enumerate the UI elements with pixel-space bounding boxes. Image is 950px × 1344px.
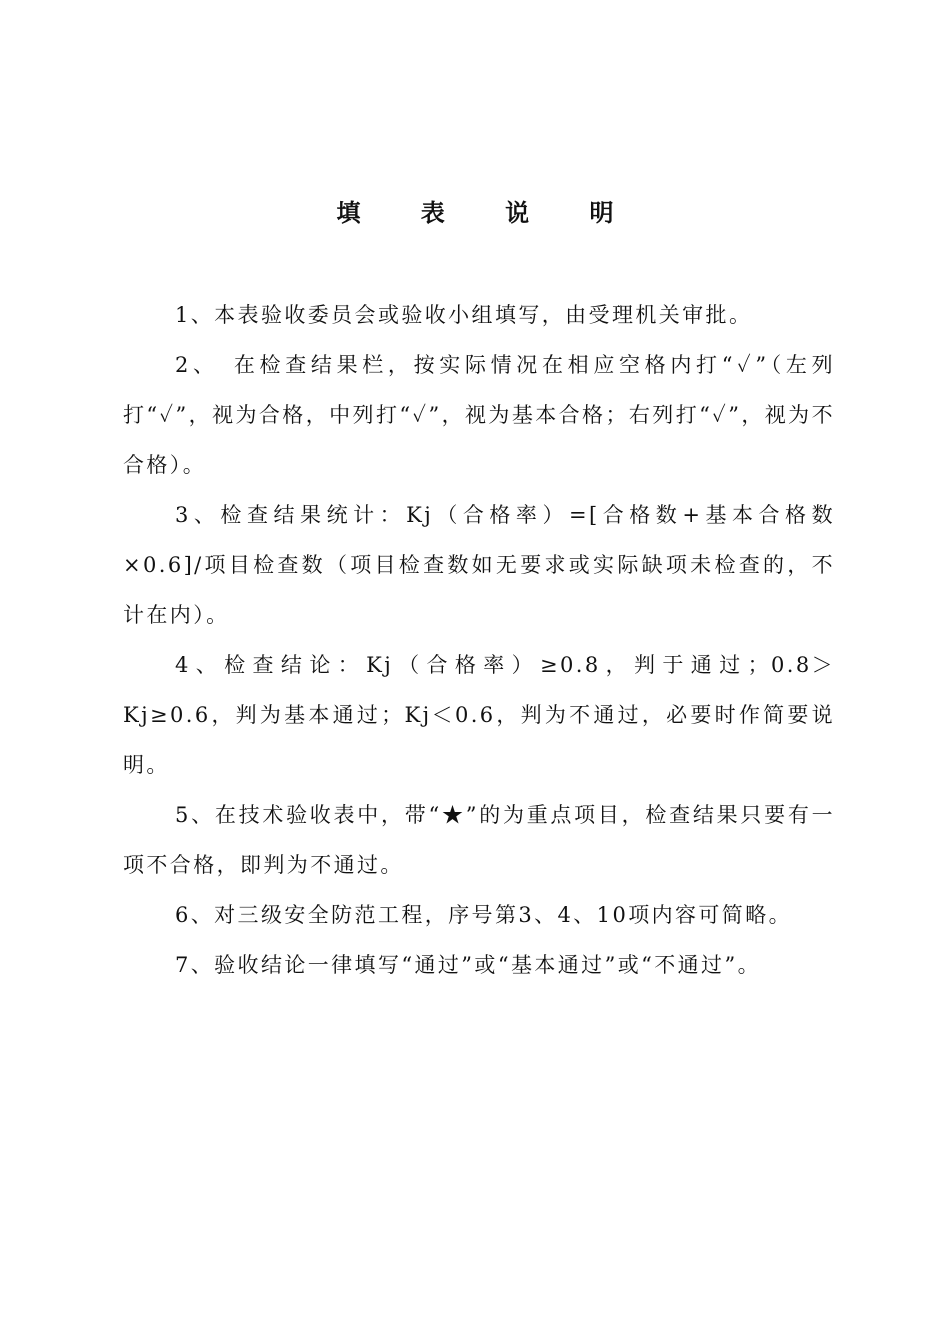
instruction-item-1: 1、本表验收委员会或验收小组填写，由受理机关审批。 <box>175 303 753 327</box>
document-title: 填 表 说 明 <box>336 199 640 227</box>
instruction-item-7: 7、验收结论一律填写“通过”或“基本通过”或“不通过”。 <box>175 953 761 977</box>
instruction-item-5: 5、在技术验收表中，带“★”的为重点项目，检查结果只要有一项不合格，即判为不通过。 <box>123 803 835 877</box>
instructions-body <box>123 290 835 990</box>
instruction-item-4: 4、检查结论：Kj（合格率）≥0.8，判于通过；0.8＞Kj≥0.6，判为基本通过；Kj＜0.6，判为不通过，必要时作简要说明。 <box>123 653 835 777</box>
instruction-item-6: 6、对三级安全防范工程，序号第3、4、10项内容可简略。 <box>175 903 793 927</box>
instruction-item-2: 2、 在检查结果栏，按实际情况在相应空格内打“✓”（左列打“✓”，视为合格，中列打“✓”，视为基本合格；右列打“✓”，视为不合格）。 <box>123 353 835 477</box>
instruction-item-3: 3、检查结果统计：Kj（合格率）=[合格数+基本合格数×0.6]/项目检查数（项目检查数如无要求或实际缺项未检查的，不计在内）。 <box>123 503 835 627</box>
